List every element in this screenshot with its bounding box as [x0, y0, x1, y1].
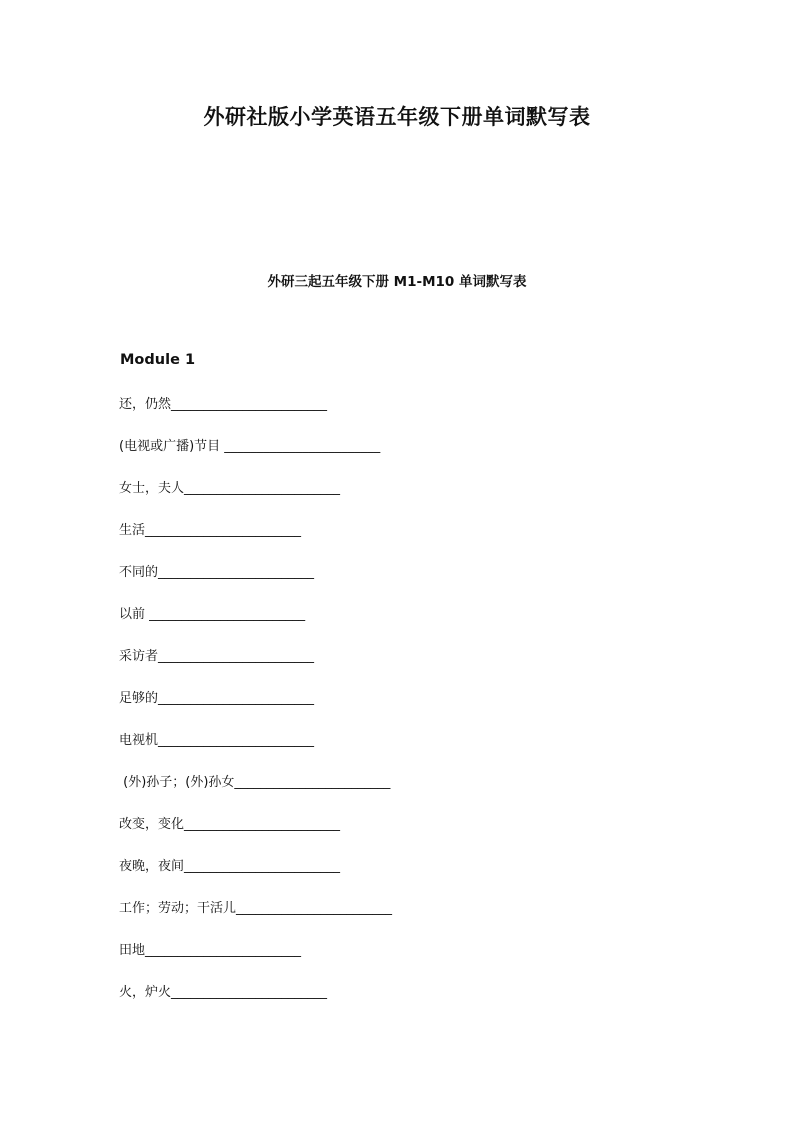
vocabulary-item: 不同的________________________ — [119, 565, 315, 580]
vocabulary-item: 还，仍然________________________ — [119, 397, 328, 412]
vocabulary-item: 改变，变化________________________ — [119, 817, 341, 832]
vocabulary-item: 采访者________________________ — [119, 649, 315, 664]
vocabulary-item: 女士，夫人________________________ — [119, 481, 341, 496]
vocabulary-item: (电视或广播)节目 ________________________ — [119, 439, 381, 454]
vocabulary-item: 火，炉火________________________ — [119, 985, 328, 1000]
vocabulary-item: 夜晚，夜间________________________ — [119, 859, 341, 874]
vocabulary-item: 工作；劳动；干活儿________________________ — [119, 901, 393, 916]
vocabulary-item: 电视机________________________ — [119, 733, 315, 748]
page-title: 外研社版小学英语五年级下册单词默写表 — [203, 104, 591, 129]
vocabulary-list — [119, 395, 392, 1025]
module-heading: Module 1 — [120, 352, 196, 368]
vocabulary-item: 足够的________________________ — [119, 691, 315, 706]
vocabulary-item: 生活________________________ — [119, 523, 302, 538]
vocabulary-item: 田地________________________ — [119, 943, 302, 958]
page-subtitle: 外研三起五年级下册 M1-M10 单词默写表 — [267, 274, 527, 290]
vocabulary-item: 以前 ________________________ — [119, 607, 306, 622]
vocabulary-item: (外)孙子；(外)孙女________________________ — [119, 775, 391, 790]
